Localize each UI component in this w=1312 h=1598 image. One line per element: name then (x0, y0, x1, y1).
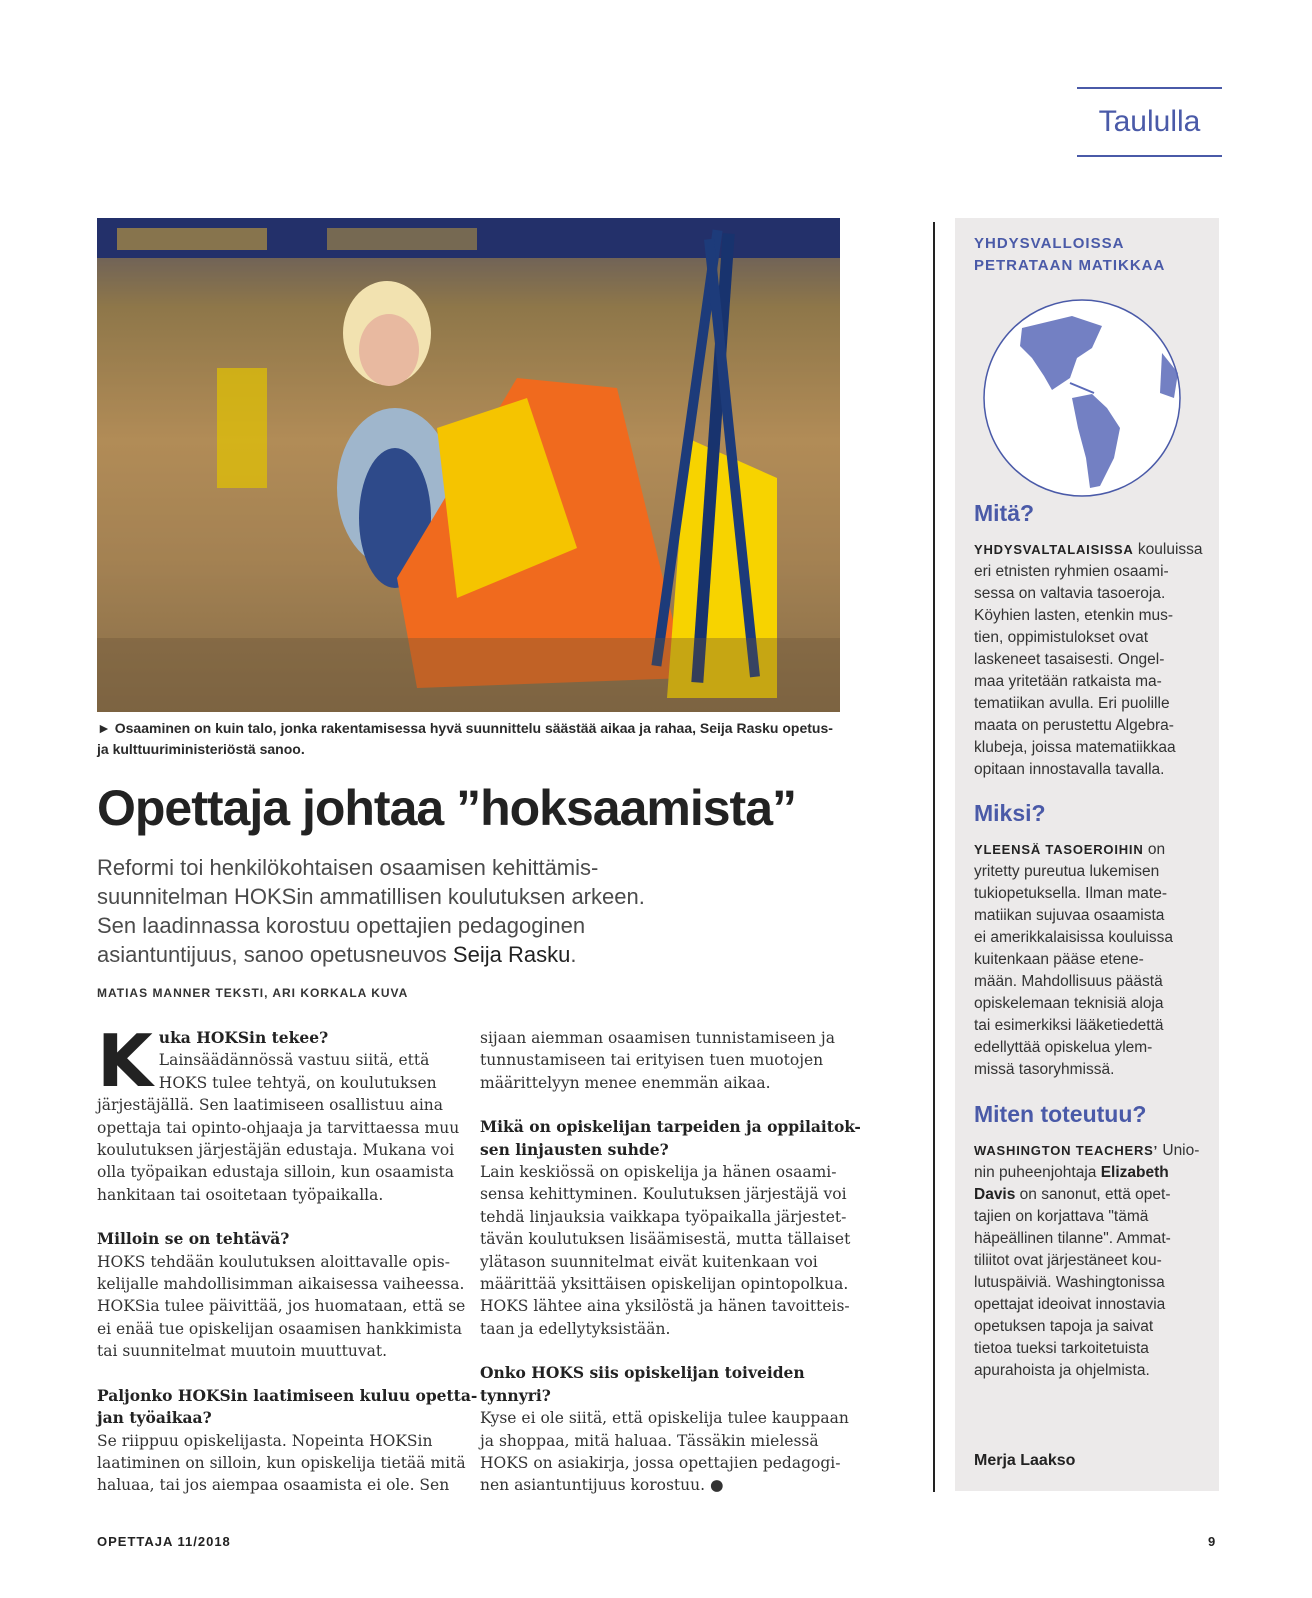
person-name: Davis (974, 1186, 1016, 1203)
lead-paragraph (97, 853, 697, 969)
footer-issue: OPETTAJA 11/2018 (97, 1534, 231, 1549)
sidebar-heading-miten: Miten toteutuu? (974, 1101, 1147, 1127)
lead-line: Sen laadinnassa korostuu opettajien pedagoginen (97, 913, 586, 938)
photo-caption: ► Osaaminen on kuin talo, jonka rakentamisessa hyvä suunnittelu säästää aikaa ja rahaa, Seija Rasku opetus- ja kulttuuriministeriöstä sanoo. (97, 720, 833, 757)
dropcap: K (97, 1019, 153, 1103)
byline: MATIAS MANNER TEKSTI, ARI KORKALA KUVA (97, 986, 409, 1000)
question-heading: Mikä on opiskelijan tarpeiden ja oppilaitok- sen linjausten suhde? (480, 1117, 861, 1159)
sidebar-kicker: YHDYSVALLOISSA PETRATAAN MATIKKAA (974, 235, 1166, 274)
answer-paragraph: Kyse ei ole siitä, että opiskelija tulee kauppaan ja shoppaa, mitä haluaa. Tässäkin mielessä HOKS on asiakirja, jossa opettajien pedagogi- nen asiantuntijuus korostuu. ● (480, 1409, 849, 1495)
section-tag: Taululla (1077, 87, 1222, 157)
answer-paragraph: HOKS tehdään koulutuksen aloittavalle opis- kelijalle mahdollisimman aikaisessa vaiheessa. HOKSia tulee päivittää, jos huomataan, että se ei enää tue opiskelijan osaamisen hankkimista tai suunnitelmat muutoin muuttuvat. (97, 1252, 466, 1361)
sidebar-heading-miksi: Miksi? (974, 800, 1046, 826)
answer-paragraph: Lainsäädännössä vastuu siitä, että HOKS tulee tehtyä, on koulutuksen järjestäjällä. Sen laatimiseen osallistuu aina opettaja tai opinto-ohjaaja ja tarvittaessa muu koulutuksen järjestäjän edustaja. Mukana voi olla työpaikan edustaja silloin, kun osaamista hankitaan tai osoitetaan työpaikalla. (97, 1051, 460, 1204)
article-column-2 (480, 1027, 861, 1519)
lead-line: suunnitelman HOKSin ammatillisen koulutuksen arkeen. (97, 884, 645, 909)
person-name: Elizabeth (1100, 1164, 1169, 1181)
column-divider (933, 222, 935, 1492)
sidebar-heading-mita: Mitä? (974, 500, 1035, 526)
globe-americas-icon (982, 298, 1182, 498)
sidebar-paragraph: YLEENSÄ TASOEROIHIN on yritetty pureutua lukemisen tukiopetuksella. Ilman mate- matiikan sujuvaa osaamista ei amerikkalaisissa kouluissa kuitenkaan pääse etene- mään. Mahdollisuus päästä opiskelemaan teknisiä aloja tai esimerkiksi lääketiedettä edellyttää opiskelua ylem- missä tasoryhmissä. (974, 841, 1173, 1078)
photo-woman-with-bags-icon (97, 218, 840, 712)
sidebar-paragraph: WASHINGTON TEACHERS’ Unio- nin puheenjohtaja Elizabeth Davis on sanonut, että opet- tajien on korjattava "tämä häpeällinen tilanne". Ammat- tiliitot ovat järjestäneet kou- lutuspäiviä. Washingtonissa opettajat ideoivat innostavia opetuksen tapoja ja saivat tietoa tueksi tarkoitetuista apurahoista ja ohjelmista. (974, 1142, 1200, 1379)
lead-line: Reformi toi henkilökohtaisen osaamisen kehittämis- (97, 855, 599, 880)
answer-paragraph: Se riippuu opiskelijasta. Nopeinta HOKSin laatiminen on silloin, kun opiskelija tietää mitä haluaa, tai jos aiempaa osaamista ei ole. Sen (97, 1431, 466, 1495)
answer-paragraph: sijaan aiemman osaamisen tunnistamiseen ja tunnustamiseen tai erityisen tuen muotojen määrittelyyn menee enemmän aikaa. (480, 1029, 835, 1092)
headline: Opettaja johtaa ”hoksaamista” (97, 780, 797, 836)
question-heading: Paljonko HOKSin laatimiseen kuluu opetta- jan työaikaa? (97, 1385, 478, 1428)
lead-line: asiantuntijuus, sanoo opetusneuvos Seija Rasku. (97, 942, 577, 967)
question-heading: Onko HOKS siis opiskelijan toiveiden tynnyri? (480, 1363, 805, 1405)
question-heading: uka HOKSin tekee? (158, 1028, 329, 1047)
sidebar-box (955, 218, 1219, 1491)
article-column-1 (97, 1019, 478, 1519)
page-number: 9 (1208, 1534, 1216, 1549)
article-photo (97, 218, 840, 712)
lead-name: Seija Rasku (452, 942, 571, 967)
question-heading: Milloin se on tehtävä? (97, 1229, 290, 1249)
answer-paragraph: Lain keskiössä on opiskelija ja hänen osaami- sensa kehittyminen. Koulutuksen järjestäjä voi tehdä linjauksia vaikkapa työpaikalla järjestet- tävän koulutuksen lisäämisestä, mutta tällaiset ylätason suunnitelmat eivät kuitenkaan voi määrittää yksittäisen opiskelijan opintopolkua. HOKS lähtee aina yksilöstä ja hänen tavoitteis- taan ja edellytyksistään. (480, 1163, 851, 1338)
sidebar-paragraph: YHDYSVALTALAISISSA kouluissa eri etnisten ryhmien osaami- sessa on valtavia tasoeroja. Köyhien lasten, etenkin mus- tien, oppimistulokset ovat laskeneet tasaisesti. Ongel- maa yritetään ratkaista ma- tematiikan avulla. Eri puolille maata on perustettu Algebra- klubeja, joissa matematiikkaa opitaan innostavalla tavalla. (974, 541, 1203, 778)
sidebar-signature: Merja Laakso (974, 1452, 1076, 1469)
